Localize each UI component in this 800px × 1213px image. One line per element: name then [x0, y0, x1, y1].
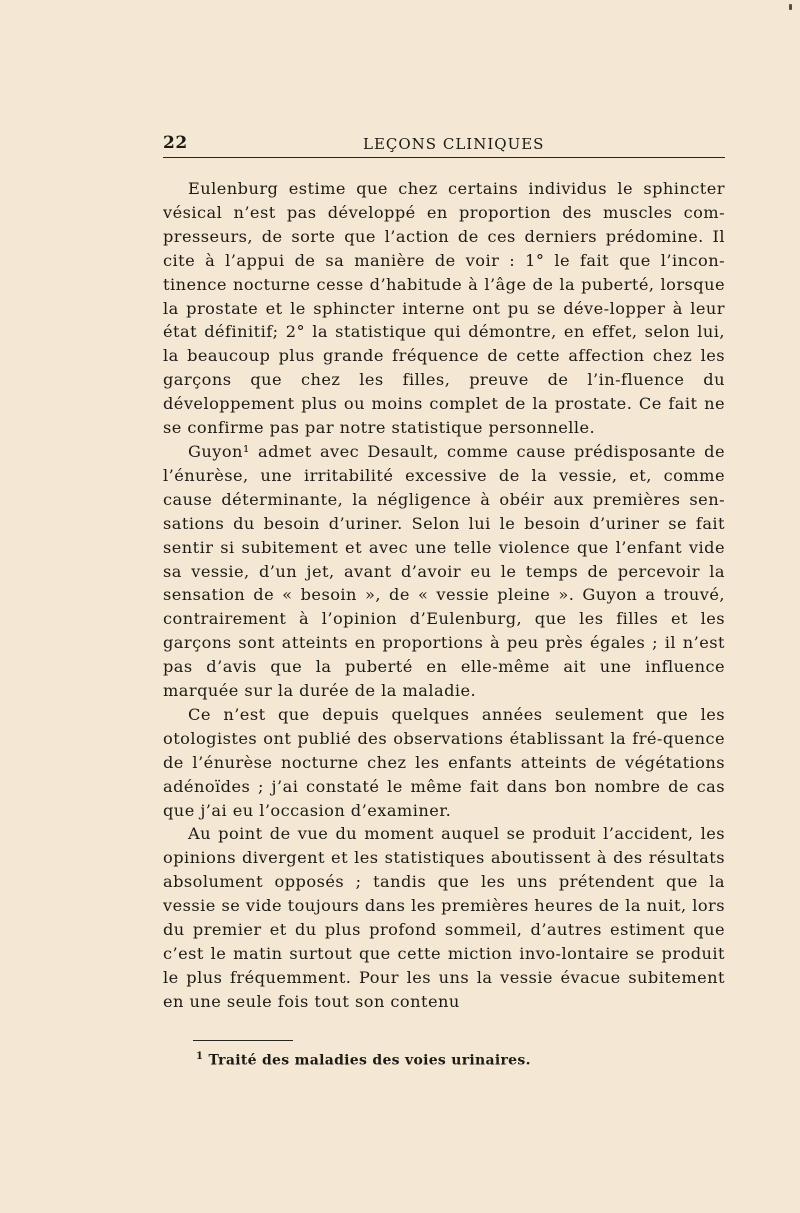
paragraph: Ce n’est que depuis quelques années seulement que les otologistes ont publié des observations établissant la fré-quence de l’énurèse nocturne chez les enfants atteints de végétations adénoïdes ; j’ai constaté le même fait dans bon nombre de cas que j’ai eu l’occasion d’examiner. — [163, 704, 725, 820]
body-text — [163, 177, 725, 1014]
paragraph: Guyon¹ admet avec Desault, comme cause prédisposante de l’énurèse, une irritabilité excessive de la vessie, et, comme cause déterminante, la négligence à obéir aux premières sen-sations du besoin d’uriner. Selon lui le besoin d’uriner se fait sentir si subitement et avec une telle violence que l’enfant vide sa vessie, d’un jet, avant d’avoir eu le temps de percevoir la sensation de « besoin », de « vessie pleine ». Guyon a trouvé, contrairement à l’opinion d’Eulenburg, que les filles et les garçons sont atteints en proportions à peu près égales ; il n’est pas d’avis que la puberté en elle-même ait une influence marquée sur la durée de la maladie. — [163, 441, 725, 701]
paragraph: Eulenburg estime que chez certains individus le sphincter vésical n’est pas développé en proportion des muscles com-presseurs, de sorte que l’action de ces derniers prédomine. Il cite à l’appui de sa manière de voir : 1° le fait que l’incon-tinence nocturne cesse d’habitude à l’âge de la puberté, lorsque la prostate et le sphincter interne ont pu se déve-lopper à leur état définitif; 2° la statistique qui démontre, en effet, selon lui, la beaucoup plus grande fréquence de cette affection chez les garçons que chez les filles, preuve de l’in-fluence du développement plus ou moins complet de la prostate. Ce fait ne se confirme pas par notre statistique personnelle. — [163, 179, 725, 438]
footnote-text: Traité des maladies des voies urinaires. — [208, 1052, 531, 1069]
footnote-marker: 1 — [196, 1051, 204, 1062]
ink-speck — [789, 4, 792, 10]
footnote — [196, 1051, 531, 1069]
running-head: LEÇONS CLINIQUES — [363, 135, 545, 153]
paragraph: Au point de vue du moment auquel se produit l’accident, les opinions divergent et les statistiques aboutissent à des résultats absolument opposés ; tandis que les uns prétendent que la vessie se vide toujours dans les premières heures de la nuit, lors du premier et du plus profond sommeil, d’autres estiment que c’est le matin surtout que cette miction invo-lontaire se produit le plus fréquemment. Pour les uns la vessie évacue subitement en une seule fois tout son contenu — [163, 824, 725, 1011]
page-number: 22 — [163, 133, 188, 153]
footnote-separator — [193, 1040, 293, 1041]
page-header — [163, 133, 725, 158]
